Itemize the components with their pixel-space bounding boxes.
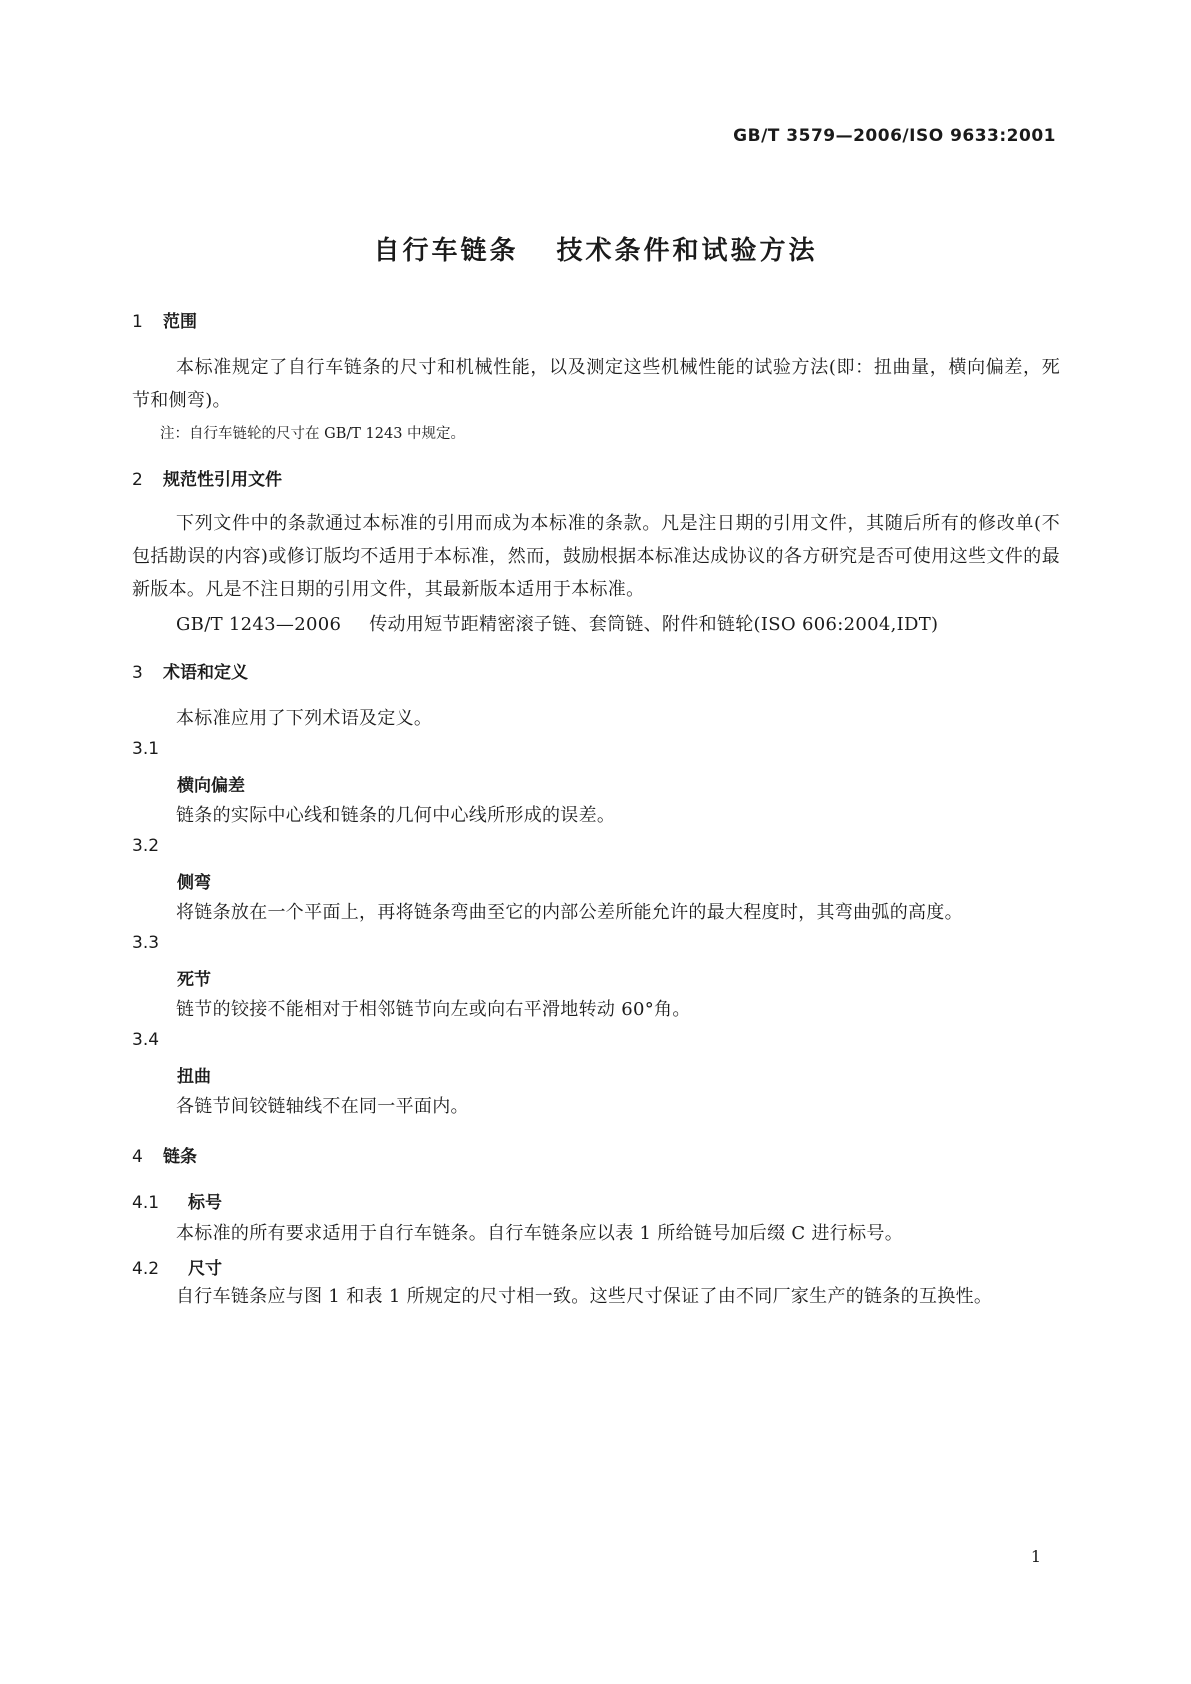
section-2-paragraph: 下列文件中的条款通过本标准的引用而成为本标准的条款。凡是注日期的引用文件，其随后所有的修改单(不包括勘误的内容)或修订版均不适用于本标准，然而，鼓励根据本标准达成协议的各方研究是否可使用这些文件的最新版本。凡是不注日期的引用文件，其最新版本适用于本标准。 xyxy=(132,513,1060,600)
term-definition: 链节的铰接不能相对于相邻链节向左或向右平滑地转动 60°角。 xyxy=(176,999,691,1020)
section-title: 链条 xyxy=(163,1147,197,1167)
term-number: 3.3 xyxy=(132,933,160,953)
section-number: 3 xyxy=(132,663,143,683)
page-number: 1 xyxy=(1030,1547,1041,1566)
subsection-4-2-text: 自行车链条应与图 1 和表 1 所规定的尺寸相一致。这些尺寸保证了由不同厂家生产的链条的互换性。 xyxy=(176,1286,993,1307)
subsection-4-2-heading xyxy=(132,1254,222,1279)
term-name: 死节 xyxy=(177,970,211,990)
term-definition: 链条的实际中心线和链条的几何中心线所形成的误差。 xyxy=(176,805,616,826)
term-name: 侧弯 xyxy=(177,873,211,893)
section-number: 1 xyxy=(132,312,143,332)
section-1-note: 注：自行车链轮的尺寸在 GB/T 1243 中规定。 xyxy=(160,426,466,442)
section-title: 规范性引用文件 xyxy=(163,470,282,490)
title-part-1: 自行车链条 xyxy=(373,236,519,266)
term-number: 3.1 xyxy=(132,739,160,759)
page-title xyxy=(0,230,1191,267)
section-3-intro: 本标准应用了下列术语及定义。 xyxy=(176,708,433,729)
section-1-heading xyxy=(132,307,197,332)
section-title: 术语和定义 xyxy=(163,663,248,683)
reference-title: 传动用短节距精密滚子链、套筒链、附件和链轮(ISO 606:2004,IDT) xyxy=(369,614,939,635)
term-number: 3.2 xyxy=(132,836,160,856)
title-part-2: 技术条件和试验方法 xyxy=(556,236,818,266)
subsection-4-1-heading xyxy=(132,1188,222,1213)
subsection-title: 尺寸 xyxy=(188,1259,222,1279)
normative-reference xyxy=(176,610,938,636)
section-1-paragraph: 本标准规定了自行车链条的尺寸和机械性能，以及测定这些机械性能的试验方法(即：扭曲量，横向偏差，死节和侧弯)。 xyxy=(132,357,1060,411)
reference-code: GB/T 1243—2006 xyxy=(176,614,342,635)
subsection-number: 4.1 xyxy=(132,1193,160,1213)
section-3-heading xyxy=(132,658,248,683)
subsection-number: 4.2 xyxy=(132,1259,160,1279)
term-name: 扭曲 xyxy=(177,1067,211,1087)
term-name: 横向偏差 xyxy=(177,776,245,796)
section-4-heading xyxy=(132,1142,197,1167)
subsection-4-1-text: 本标准的所有要求适用于自行车链条。自行车链条应以表 1 所给链号加后缀 C 进行标号。 xyxy=(176,1223,904,1244)
section-title: 范围 xyxy=(163,312,197,332)
term-number: 3.4 xyxy=(132,1030,160,1050)
term-definition: 将链条放在一个平面上，再将链条弯曲至它的内部公差所能允许的最大程度时，其弯曲弧的高度。 xyxy=(176,902,963,923)
section-number: 4 xyxy=(132,1147,143,1167)
term-definition: 各链节间铰链轴线不在同一平面内。 xyxy=(176,1096,469,1117)
subsection-title: 标号 xyxy=(188,1193,222,1213)
standard-number: GB/T 3579—2006/ISO 9633:2001 xyxy=(733,126,1056,146)
section-2-heading xyxy=(132,465,282,490)
section-number: 2 xyxy=(132,470,143,490)
